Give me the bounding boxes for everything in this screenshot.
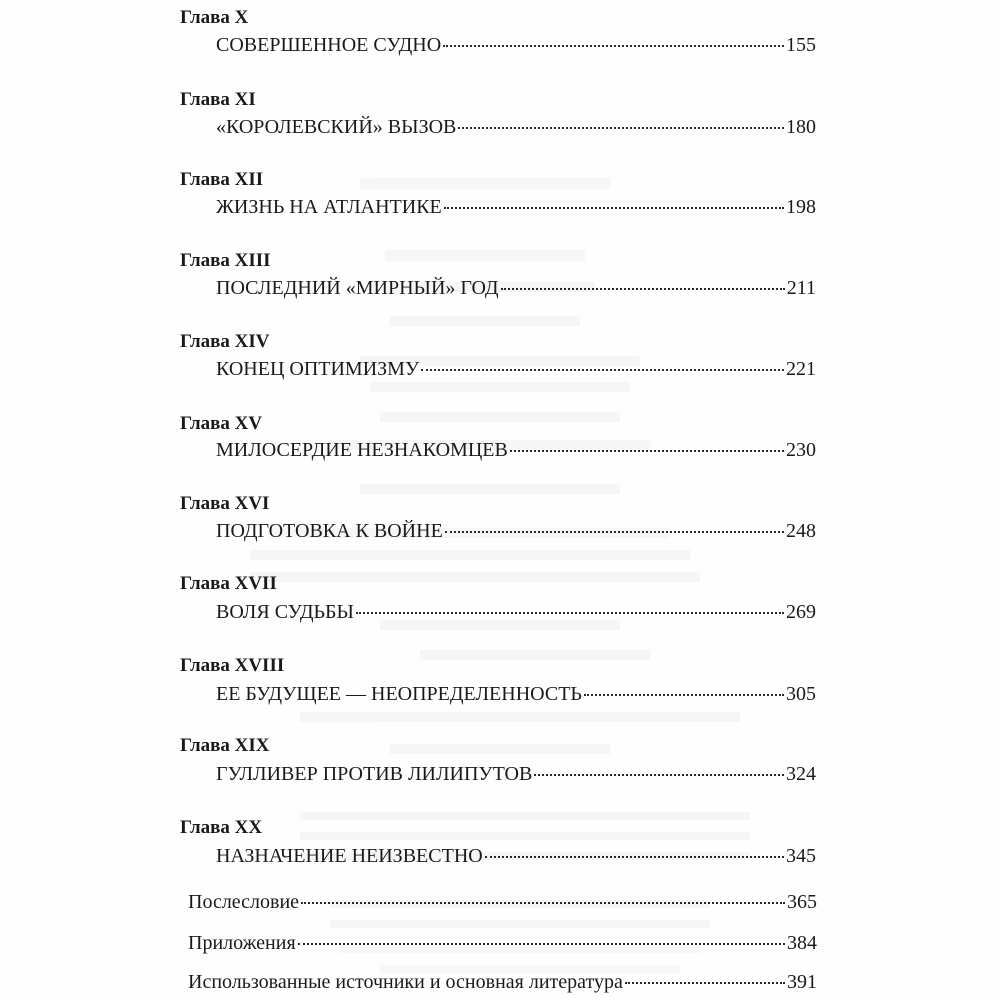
toc-entry: [216, 521, 816, 541]
chapter-label: Глава XI: [180, 89, 256, 110]
dot-leader: [421, 369, 784, 371]
toc-entry-title: ВОЛЯ СУДЬБЫ: [216, 601, 354, 623]
toc-entry-page: 384: [787, 932, 817, 954]
toc-entry-page: 324: [786, 763, 816, 785]
chapter-label: Глава XVIII: [180, 655, 285, 676]
chapter-label: Глава XX: [180, 817, 263, 838]
toc-entry: [216, 35, 816, 55]
toc-entry-title: ЖИЗНЬ НА АТЛАНТИКЕ: [216, 196, 442, 218]
toc-entry-page: 155: [786, 34, 816, 56]
toc-entry-back-matter: [188, 892, 817, 912]
chapter-label: Глава XVII: [180, 573, 277, 594]
toc-entry-title: Использованные источники и основная литература: [188, 971, 623, 993]
toc-entry-page: 269: [786, 601, 816, 623]
toc-entry-title: ГУЛЛИВЕР ПРОТИВ ЛИЛИПУТОВ: [216, 763, 533, 785]
toc-entry-title: КОНЕЦ ОПТИМИЗМУ: [216, 358, 420, 380]
toc-entry-page: 221: [786, 358, 816, 380]
toc-entry-back-matter: [188, 933, 817, 953]
toc-entry-title: ПОСЛЕДНИЙ «МИРНЫЙ» ГОД: [216, 277, 499, 299]
toc-entry-page: 230: [786, 439, 816, 461]
toc-entry-title: МИЛОСЕРДИЕ НЕЗНАКОМЦЕВ: [216, 439, 508, 461]
dot-leader: [444, 207, 784, 209]
chapter-label: Глава XII: [180, 169, 264, 190]
chapter-label: Глава XVI: [180, 493, 270, 514]
toc-entry: [216, 278, 816, 298]
toc-entry-title: ЕЕ БУДУЩЕЕ — НЕОПРЕДЕЛЕННОСТЬ: [216, 683, 582, 705]
toc-entry-page: 211: [786, 277, 816, 299]
toc-entry-title: СОВЕРШЕННОЕ СУДНО: [216, 34, 442, 56]
toc-entry: [216, 684, 816, 704]
dot-leader: [501, 288, 785, 290]
dot-leader: [625, 982, 785, 984]
toc-entry: [216, 197, 816, 217]
toc-entry-page: 391: [787, 971, 817, 993]
toc-entry: [216, 440, 816, 460]
toc-entry-page: 198: [786, 196, 816, 218]
dot-leader: [584, 694, 784, 696]
toc-entry: [216, 117, 816, 137]
dot-leader: [458, 127, 784, 129]
toc-entry: [216, 602, 816, 622]
toc-entry-title: «КОРОЛЕВСКИЙ» ВЫЗОВ: [216, 116, 457, 138]
toc-entry-back-matter: [188, 972, 817, 992]
toc-entry-title: Приложения: [188, 932, 296, 954]
toc-entry-page: 305: [786, 683, 816, 705]
chapter-label: Глава XIII: [180, 250, 271, 271]
toc-entry-title: НАЗНАЧЕНИЕ НЕИЗВЕСТНО: [216, 845, 483, 867]
dot-leader: [485, 856, 784, 858]
dot-leader: [443, 45, 784, 47]
toc-entry-page: 180: [786, 116, 816, 138]
dot-leader: [356, 612, 784, 614]
chapter-label: Глава XIV: [180, 331, 270, 352]
toc-entry-page: 248: [786, 520, 816, 542]
toc-entry: [216, 764, 816, 784]
toc-entry: [216, 846, 816, 866]
dot-leader: [298, 943, 785, 945]
toc-entry-page: 345: [786, 845, 816, 867]
dot-leader: [534, 774, 784, 776]
dot-leader: [510, 450, 784, 452]
dot-leader: [445, 531, 784, 533]
chapter-label: Глава X: [180, 7, 249, 28]
dot-leader: [301, 902, 785, 904]
toc-entry: [216, 359, 816, 379]
toc-entry-title: ПОДГОТОВКА К ВОЙНЕ: [216, 520, 443, 542]
toc-entry-title: Послесловие: [188, 891, 300, 913]
chapter-label: Глава XV: [180, 413, 263, 434]
toc-entry-page: 365: [787, 891, 817, 913]
chapter-label: Глава XIX: [180, 735, 270, 756]
